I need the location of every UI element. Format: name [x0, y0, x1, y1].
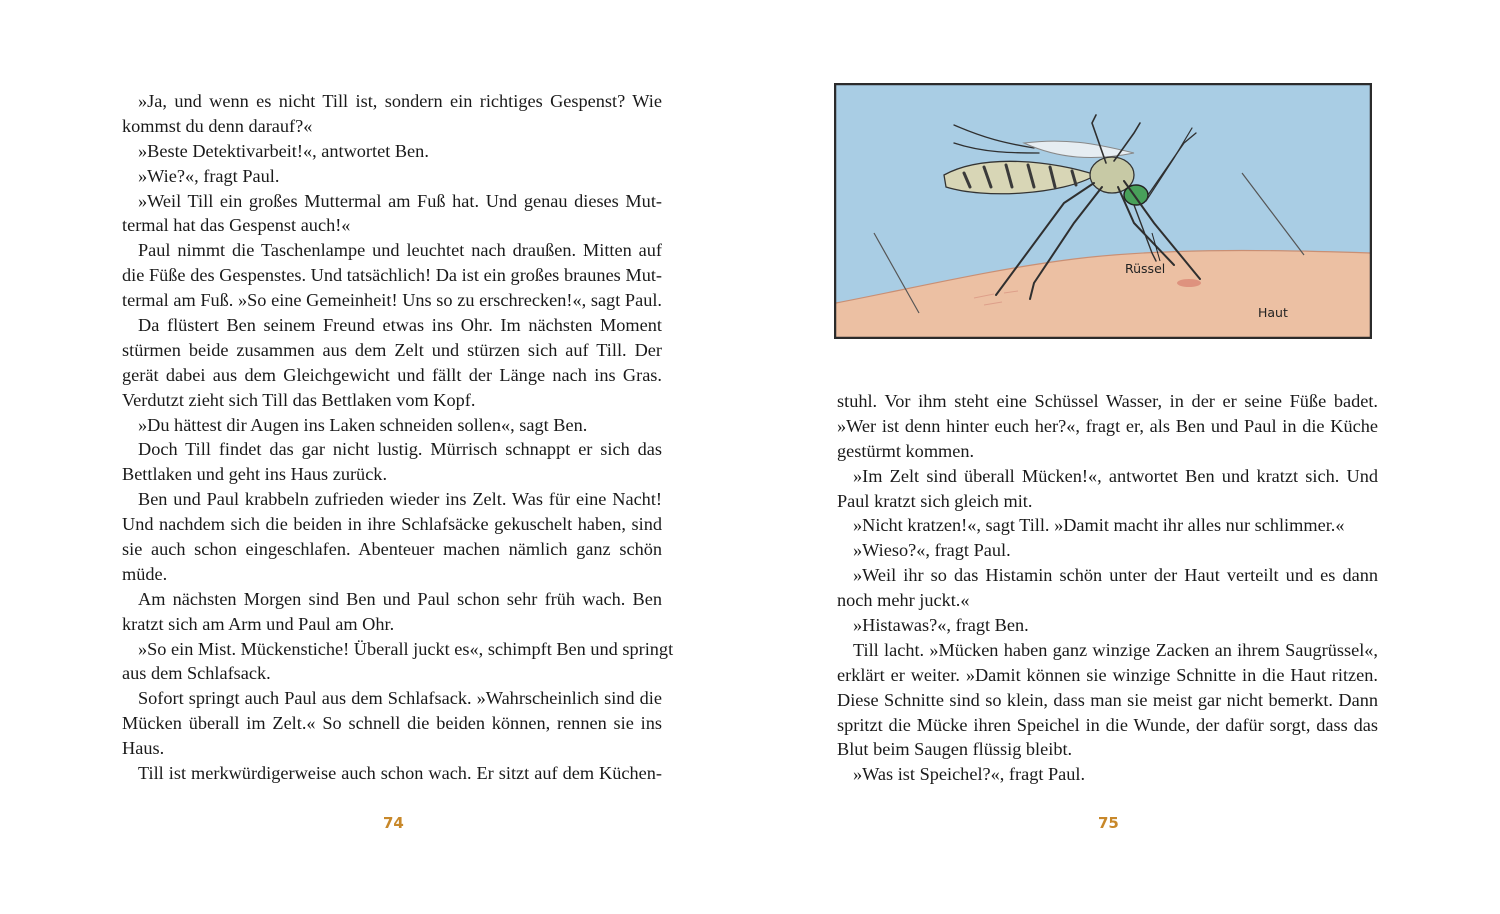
- text-line: Doch Till findet das gar nicht lustig. Mürrisch schnappt er sich das: [138, 439, 662, 460]
- text-line: die Füße des Gespenstes. Und tatsächlich! Da ist ein großes braunes Mut-: [122, 265, 662, 286]
- text-line: Till ist merkwürdigerweise auch schon wach. Er sitzt auf dem Küchen-: [138, 763, 662, 784]
- text-line: Blut beim Saugen flüssig bleibt.: [837, 739, 1073, 760]
- text-line: noch mehr juckt.«: [837, 590, 970, 611]
- text-line: »Weil Till ein großes Muttermal am Fuß hat. Und genau dieses Mut-: [138, 190, 662, 211]
- page-number-left: 74: [383, 814, 404, 832]
- left-page-text: [122, 89, 674, 786]
- page-number-right: 75: [1098, 814, 1119, 832]
- text-line: termal hat das Gespenst auch!«: [122, 215, 351, 236]
- text-line: »Ja, und wenn es nicht Till ist, sondern ein richtiges Gespenst? Wie: [138, 91, 662, 111]
- mosquito-illustration: [834, 83, 1372, 339]
- text-line: kommst du denn darauf?«: [122, 115, 313, 136]
- text-line: »Beste Detektivarbeit!«, antwortet Ben.: [138, 140, 429, 161]
- text-line: aus dem Schlafsack.: [122, 663, 271, 684]
- text-line: kratzt sich am Arm und Paul am Ohr.: [122, 613, 395, 634]
- label-proboscis: Rüssel: [1125, 261, 1166, 276]
- text-line: Bettlaken und geht ins Haus zurück.: [122, 464, 388, 485]
- text-line: sie auch schon eingeschlafen. Abenteuer machen nämlich ganz schön: [122, 539, 662, 560]
- text-line: müde.: [122, 563, 168, 584]
- text-line: »Du hättest dir Augen ins Laken schneiden sollen«, sagt Ben.: [138, 414, 588, 435]
- bite-mark: [1177, 279, 1201, 287]
- right-page: [750, 0, 1500, 914]
- text-line: spritzt die Mücke ihren Speichel in die Wunde, der dafür sorgt, dass das: [837, 714, 1378, 735]
- text-line: gestürmt kommen.: [837, 440, 975, 461]
- text-line: gerät dabei aus dem Gleichgewicht und fällt der Länge nach ins Gras.: [122, 364, 662, 385]
- text-line: »Histawas?«, fragt Ben.: [853, 615, 1029, 636]
- text-line: Paul kratzt sich gleich mit.: [837, 490, 1033, 511]
- text-line: Diese Schnitte sind so klein, dass man sie meist gar nicht bemerkt. Dann: [837, 689, 1378, 710]
- text-line: Da flüstert Ben seinem Freund etwas ins Ohr. Im nächsten Moment: [138, 315, 662, 336]
- text-line: Ben und Paul krabbeln zufrieden wieder ins Zelt. Was für eine Nacht!: [138, 489, 662, 510]
- text-line: Till lacht. »Mücken haben ganz winzige Zacken an ihrem Saugrüssel«,: [853, 639, 1378, 660]
- text-line: »So ein Mist. Mückenstiche! Überall juckt es«, schimpft Ben und springt: [138, 638, 674, 659]
- text-line: »Wieso?«, fragt Paul.: [853, 540, 1011, 561]
- text-line: »Wer ist denn hinter euch her?«, fragt er, als Ben und Paul in die Küche: [837, 415, 1378, 436]
- text-line: stürmen beide zusammen aus dem Zelt und stürzen sich auf Till. Der: [122, 339, 662, 360]
- text-line: Und nachdem sich die beiden in ihre Schlafsäcke gekuschelt haben, sind: [122, 514, 662, 535]
- text-line: Am nächsten Morgen sind Ben und Paul schon sehr früh wach. Ben: [138, 588, 662, 609]
- text-line: Paul nimmt die Taschenlampe und leuchtet nach draußen. Mitten auf: [138, 240, 662, 261]
- text-line: »Wie?«, fragt Paul.: [138, 165, 280, 186]
- mosquito-drawing: [834, 83, 1372, 339]
- text-line: termal am Fuß. »So eine Gemeinheit! Uns so zu erschrecken!«, sagt Paul.: [122, 290, 662, 311]
- text-line: »Nicht kratzen!«, sagt Till. »Damit macht ihr alles nur schlimmer.«: [853, 515, 1345, 536]
- text-line: Mücken überall im Zelt.« So schnell die beiden können, rennen sie ins: [122, 713, 662, 734]
- text-line: »Im Zelt sind überall Mücken!«, antwortet Ben und kratzt sich. Und: [853, 465, 1378, 486]
- label-skin: Haut: [1258, 305, 1288, 320]
- text-line: Haus.: [122, 738, 165, 759]
- text-line: »Was ist Speichel?«, fragt Paul.: [853, 764, 1086, 785]
- right-page-text: [837, 389, 1378, 787]
- text-line: Sofort springt auch Paul aus dem Schlafsack. »Wahrscheinlich sind die: [138, 688, 662, 709]
- text-line: erklärt er weiter. »Damit können sie winzige Schnitte in die Haut ritzen.: [837, 664, 1378, 685]
- text-line: »Weil ihr so das Histamin schön unter der Haut verteilt und es dann: [853, 565, 1378, 586]
- text-line: stuhl. Vor ihm steht eine Schüssel Wasser, in der er seine Füße badet.: [837, 391, 1378, 411]
- text-line: Verdutzt zieht sich Till das Bettlaken vom Kopf.: [122, 389, 476, 410]
